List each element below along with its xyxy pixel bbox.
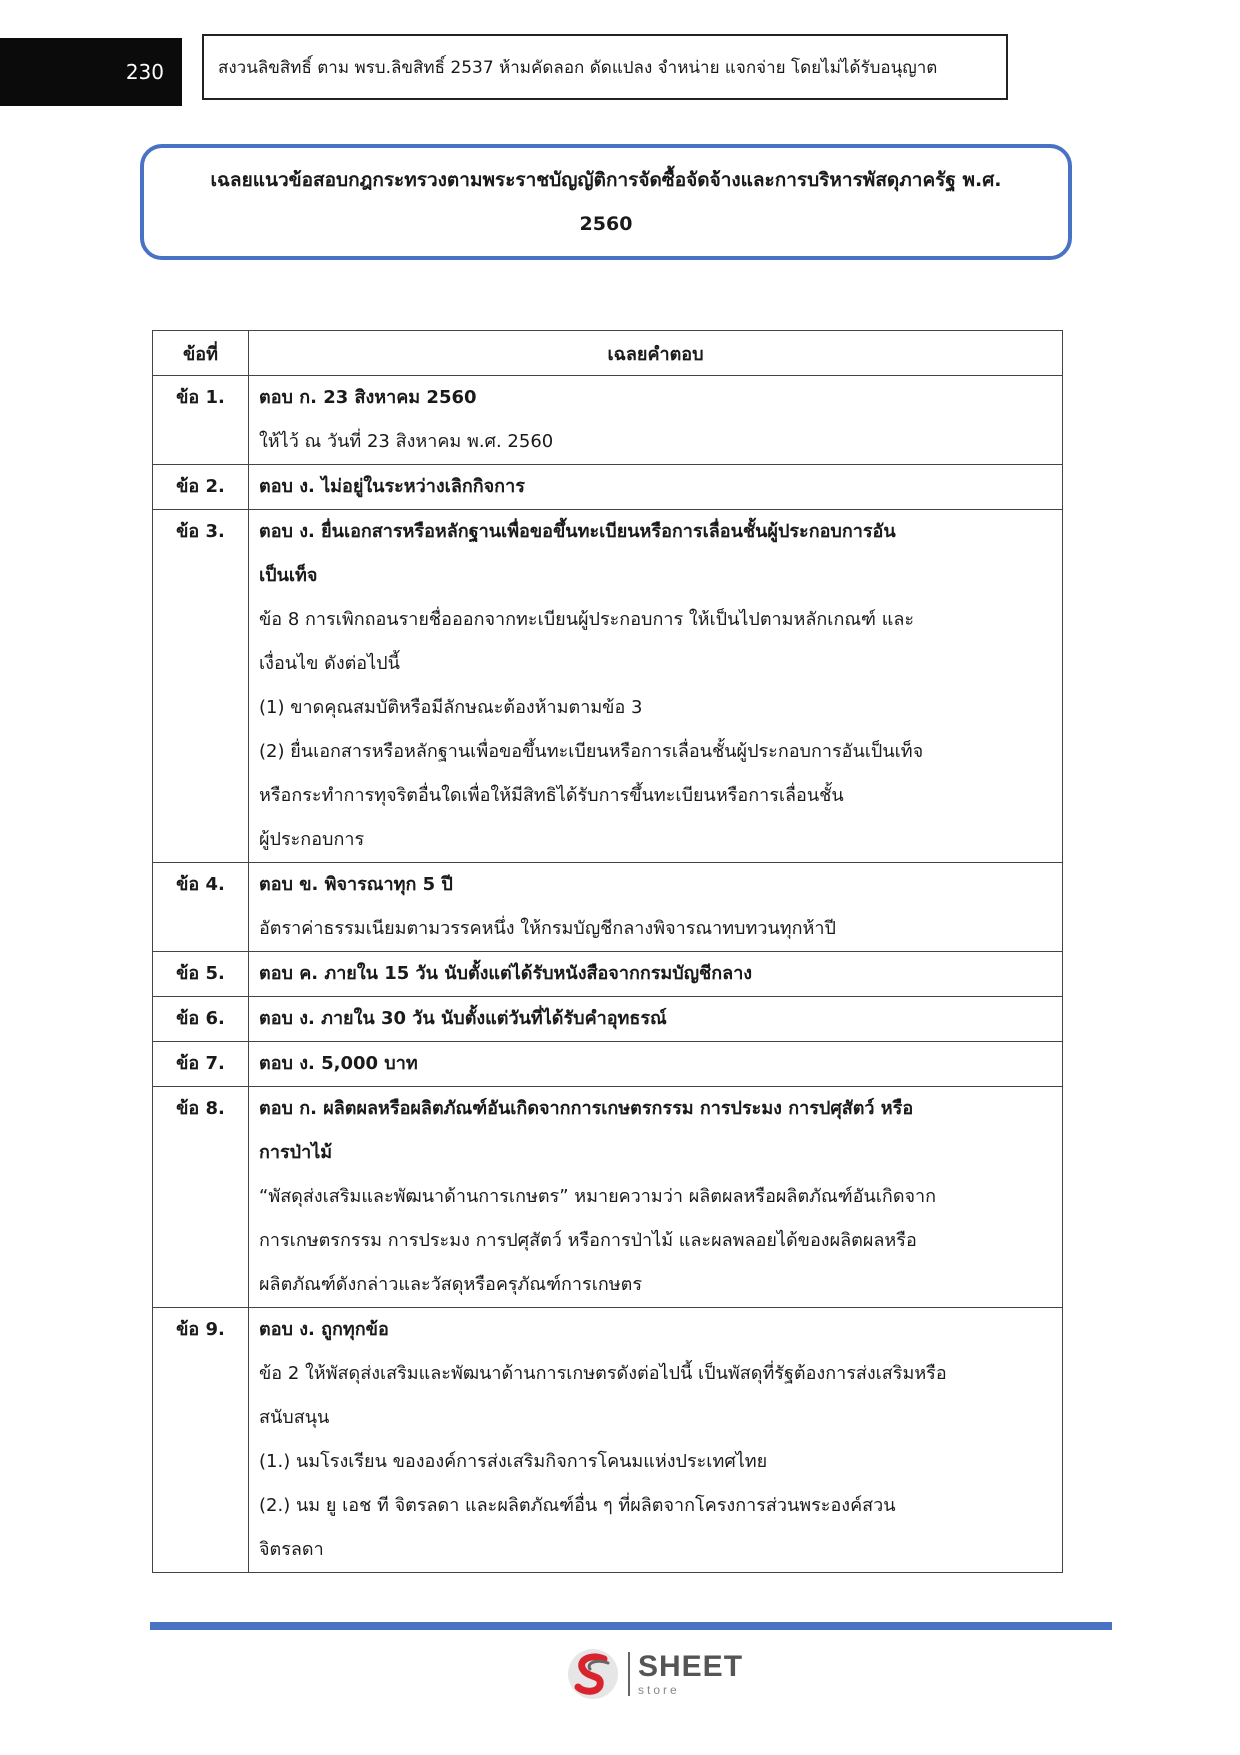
explanation-text: ข้อ 8 การเพิกถอนรายชื่อออกจากทะเบียนผู้ประกอบการ ให้เป็นไปตามหลักเกณฑ์ และ xyxy=(259,609,915,630)
answer-text: ตอบ ง. ภายใน 30 วัน นับตั้งแต่วันที่ได้รับคำอุทธรณ์ xyxy=(259,1008,667,1029)
table-row xyxy=(153,997,1063,1042)
answer-text: ตอบ ข. พิจารณาทุก 5 ปี xyxy=(259,874,453,895)
sheet-store-logo xyxy=(566,1644,743,1704)
answer-text: เป็นเท็จ xyxy=(259,565,318,586)
answer-cell xyxy=(249,1087,1063,1308)
answer-cell xyxy=(249,465,1063,510)
question-number: ข้อ 6. xyxy=(153,997,249,1042)
answer-text: ตอบ ก. ผลิตผลหรือผลิตภัณฑ์อันเกิดจากการเกษตรกรรม การประมง การปศุสัตว์ หรือ xyxy=(259,1098,914,1119)
answer-cell xyxy=(249,1042,1063,1087)
table-row xyxy=(153,1308,1063,1573)
logo-text xyxy=(638,1652,743,1696)
answer-cell xyxy=(249,952,1063,997)
answer-text: ตอบ ง. ยื่นเอกสารหรือหลักฐานเพื่อขอขึ้นทะเบียนหรือการเลื่อนชั้นผู้ประกอบการอัน xyxy=(259,521,896,542)
title-line-2: 2560 xyxy=(579,213,633,235)
column-header-answer: เฉลยคำตอบ xyxy=(249,331,1063,376)
page-number xyxy=(0,38,182,106)
answer-cell xyxy=(249,510,1063,863)
title-line-1: เฉลยแนวข้อสอบกฎกระทรวงตามพระราชบัญญัติการจัดซื้อจัดจ้างและการบริหารพัสดุภาครัฐ พ.ศ. xyxy=(210,169,1002,191)
copyright-notice xyxy=(202,34,1008,100)
column-header-number: ข้อที่ xyxy=(153,331,249,376)
table-body xyxy=(153,376,1063,1573)
answer-cell xyxy=(249,863,1063,952)
question-number: ข้อ 2. xyxy=(153,465,249,510)
explanation-text: “พัสดุส่งเสริมและพัฒนาด้านการเกษตร” หมายความว่า ผลิตผลหรือผลิตภัณฑ์อันเกิดจาก xyxy=(259,1186,937,1207)
explanation-text: จิตรลดา xyxy=(259,1539,324,1560)
answer-table xyxy=(152,330,1063,1573)
question-number: ข้อ 8. xyxy=(153,1087,249,1308)
question-number: ข้อ 7. xyxy=(153,1042,249,1087)
table-row xyxy=(153,465,1063,510)
table-row xyxy=(153,952,1063,997)
explanation-text: (2.) นม ยู เอช ที จิตรลดา และผลิตภัณฑ์อื่น ๆ ที่ผลิตจากโครงการส่วนพระองค์สวน xyxy=(259,1495,896,1516)
answer-cell xyxy=(249,997,1063,1042)
explanation-text: การเกษตรกรรม การประมง การปศุสัตว์ หรือการป่าไม้ และผลพลอยได้ของผลิตผลหรือ xyxy=(259,1230,917,1251)
question-number: ข้อ 3. xyxy=(153,510,249,863)
answer-text: ตอบ ง. 5,000 บาท xyxy=(259,1053,418,1074)
answer-cell xyxy=(249,376,1063,465)
table-row xyxy=(153,863,1063,952)
explanation-text: ให้ไว้ ณ วันที่ 23 สิงหาคม พ.ศ. 2560 xyxy=(259,431,554,452)
question-number: ข้อ 1. xyxy=(153,376,249,465)
explanation-text: (1) ขาดคุณสมบัติหรือมีลักษณะต้องห้ามตามข้อ 3 xyxy=(259,697,643,718)
answer-text: ตอบ ค. ภายใน 15 วัน นับตั้งแต่ได้รับหนังสือจากกรมบัญชีกลาง xyxy=(259,963,753,984)
footer-divider xyxy=(150,1622,1112,1630)
logo-divider xyxy=(628,1652,630,1696)
table-row xyxy=(153,1042,1063,1087)
page-title xyxy=(140,144,1072,260)
page-number-text: 230 xyxy=(125,60,164,84)
answer-text: ตอบ ก. 23 สิงหาคม 2560 xyxy=(259,387,477,408)
explanation-text: เงื่อนไข ดังต่อไปนี้ xyxy=(259,653,400,674)
explanation-text: (2) ยื่นเอกสารหรือหลักฐานเพื่อขอขึ้นทะเบียนหรือการเลื่อนชั้นผู้ประกอบการอันเป็นเท็จ xyxy=(259,741,924,762)
table-row xyxy=(153,376,1063,465)
sheet-store-logo-icon xyxy=(566,1647,620,1701)
question-number: ข้อ 9. xyxy=(153,1308,249,1573)
table-row xyxy=(153,510,1063,863)
explanation-text: ผู้ประกอบการ xyxy=(259,829,365,850)
logo-sub: store xyxy=(638,1683,680,1697)
answer-text: การป่าไม้ xyxy=(259,1142,333,1163)
question-number: ข้อ 4. xyxy=(153,863,249,952)
answer-text: ตอบ ง. ไม่อยู่ในระหว่างเลิกกิจการ xyxy=(259,476,525,497)
explanation-text: สนับสนุน xyxy=(259,1407,330,1428)
explanation-text: ข้อ 2 ให้พัสดุส่งเสริมและพัฒนาด้านการเกษตรดังต่อไปนี้ เป็นพัสดุที่รัฐต้องการส่งเสริมหรือ xyxy=(259,1363,947,1384)
logo-name: SHEET xyxy=(638,1650,744,1683)
explanation-text: ผลิตภัณฑ์ดังกล่าวและวัสดุหรือครุภัณฑ์การเกษตร xyxy=(259,1274,642,1295)
question-number: ข้อ 5. xyxy=(153,952,249,997)
answer-text: ตอบ ง. ถูกทุกข้อ xyxy=(259,1319,389,1340)
explanation-text: หรือกระทำการทุจริตอื่นใดเพื่อให้มีสิทธิได้รับการขึ้นทะเบียนหรือการเลื่อนชั้น xyxy=(259,785,844,806)
explanation-text: อัตราค่าธรรมเนียมตามวรรคหนึ่ง ให้กรมบัญชีกลางพิจารณาทบทวนทุกห้าปี xyxy=(259,918,836,939)
table-row xyxy=(153,1087,1063,1308)
answer-cell xyxy=(249,1308,1063,1573)
copyright-text: สงวนลิขสิทธิ์ ตาม พรบ.ลิขสิทธิ์ 2537 ห้ามคัดลอก ดัดแปลง จำหน่าย แจกจ่าย โดยไม่ได้รับอนุญาต xyxy=(218,57,938,78)
explanation-text: (1.) นมโรงเรียน ขององค์การส่งเสริมกิจการโคนมแห่งประเทศไทย xyxy=(259,1451,768,1472)
table-header-row xyxy=(153,331,1063,376)
